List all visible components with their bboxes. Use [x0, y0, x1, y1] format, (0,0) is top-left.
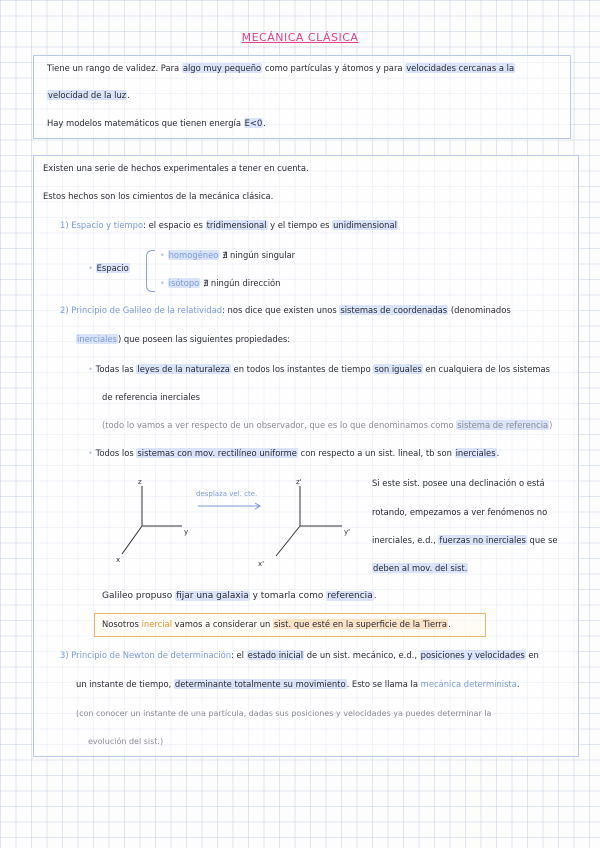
- side-note-2: rotando, empezamos a ver fenómenos no: [372, 507, 548, 517]
- text: que se: [526, 535, 558, 545]
- property-2: [88, 448, 499, 459]
- axis-label-x: x: [116, 556, 121, 564]
- section-title: Principio de Galileo de la relatividad: [71, 305, 223, 315]
- highlight: fuerzas no inerciales: [439, 535, 526, 545]
- highlight: Espacio: [96, 263, 129, 273]
- text: ) que poseen las siguientes propiedades:: [117, 334, 291, 344]
- text: ∄ ningún dirección: [202, 278, 281, 288]
- highlight: sistemas con mov. rectilíneo uniforme: [137, 448, 297, 458]
- highlight: sistema de referencia: [457, 420, 549, 430]
- highlight-blue: mecánica determinista: [420, 679, 517, 689]
- text: en cualquiera de los sistemas: [422, 364, 551, 374]
- highlight: posiciones y velocidades: [420, 650, 525, 660]
- text: de un sist. mecánico, e.d.,: [304, 650, 420, 660]
- text: .: [263, 118, 266, 128]
- axis-label-y-prime: y': [344, 528, 351, 536]
- displacement-arrow: [198, 503, 260, 509]
- section-number: 1): [60, 220, 69, 230]
- section-2: [60, 305, 511, 316]
- text: en: [525, 650, 539, 660]
- highlight: velocidades cercanas a la: [406, 63, 515, 73]
- side-note-4: [372, 563, 468, 574]
- arrow-label: desplaza vel. cte.: [196, 490, 258, 498]
- text: inerciales, e.d.,: [372, 535, 439, 545]
- side-note-3: [372, 535, 557, 546]
- section-title: Espacio y tiempo: [71, 220, 144, 230]
- section-3-note-2: evolución del sist.): [88, 737, 164, 746]
- galileo-line: [102, 591, 377, 602]
- text: .: [127, 90, 130, 100]
- bullet: •: [88, 448, 93, 458]
- text: ∄ ningún singular: [222, 250, 296, 260]
- text: Hay modelos matemáticos que tienen energía: [47, 118, 244, 128]
- highlight-orange: inercial: [141, 619, 173, 629]
- intro-line-3: [47, 118, 266, 129]
- section-3-cont: [76, 679, 520, 690]
- facts-line-1: Existen una serie de hechos experimentales a tener en cuenta.: [43, 163, 309, 173]
- section-3: [60, 650, 539, 661]
- text: Todas las: [95, 364, 137, 374]
- espacio-label: [88, 263, 130, 274]
- inercial-note: [102, 619, 451, 630]
- axis-label-y: y: [184, 528, 189, 536]
- frame-2: [276, 486, 342, 556]
- text: y el tiempo es: [267, 220, 333, 230]
- highlight: son iguales: [374, 364, 422, 374]
- highlight: unidimensional: [333, 220, 397, 230]
- highlight: inerciales: [455, 448, 496, 458]
- section-1: [60, 220, 398, 231]
- text: y tomarla como: [249, 591, 327, 601]
- axis-label-x-prime: x': [258, 560, 265, 568]
- text: (todo lo vamos a ver respecto de un observador, que es lo que denominamos como: [102, 420, 457, 430]
- property-1-note: [102, 420, 552, 431]
- section-3-note-1: (con conocer un instante de una partícula, dadas sus posiciones y velocidades ya puedes determinar la: [76, 709, 492, 718]
- bullet: •: [88, 263, 93, 273]
- section-2-cont: [76, 334, 290, 345]
- page-title: MECÁNICA CLÁSICA: [241, 31, 359, 44]
- property-1: [88, 364, 550, 375]
- highlight: algo muy pequeño: [182, 63, 262, 73]
- highlight: velocidad de la luz: [48, 90, 127, 100]
- highlight: isótopo: [168, 278, 200, 288]
- section-number: 2): [60, 305, 69, 315]
- highlight: fijar una galaxia: [176, 591, 249, 601]
- text: .: [373, 591, 377, 601]
- espacio-item-2: [160, 278, 280, 289]
- coordinate-systems-diagram: [110, 476, 370, 576]
- text: como partículas y átomos y para: [262, 63, 406, 73]
- text: Todos los: [95, 448, 137, 458]
- intro-line-2: [47, 90, 130, 101]
- side-note-1: Si este sist. posee una declinación o está: [372, 478, 545, 488]
- text: .: [496, 448, 500, 458]
- text: . Esto se llama la: [346, 679, 421, 689]
- brace: [146, 250, 155, 292]
- bullet: •: [160, 250, 165, 260]
- text: .: [516, 679, 520, 689]
- intro-line-1: [47, 63, 515, 74]
- text: : el espacio es: [143, 220, 206, 230]
- text: : nos dice que existen unos: [222, 305, 340, 315]
- section-number: 3): [60, 650, 69, 660]
- frame-1: [122, 486, 182, 554]
- axis-label-z-prime: z': [296, 478, 302, 486]
- highlight: estado inicial: [247, 650, 304, 660]
- highlight: leyes de la naturaleza: [137, 364, 230, 374]
- property-1-cont: de referencia inerciales: [102, 392, 201, 402]
- facts-line-2: Estos hechos son los cimientos de la mecánica clásica.: [43, 191, 274, 201]
- text: (denominados: [448, 305, 511, 315]
- text: con respecto a un sist. lineal, tb son: [297, 448, 455, 458]
- text: vamos a considerar un: [172, 619, 274, 629]
- text: en todos los instantes de tiempo: [230, 364, 374, 374]
- text: Nosotros: [102, 619, 142, 629]
- highlight: E<0: [244, 118, 263, 128]
- text: .: [448, 619, 451, 629]
- axis-label-z: z: [138, 478, 142, 486]
- espacio-item-1: [160, 250, 295, 261]
- text: ): [549, 420, 553, 430]
- highlight: tridimensional: [206, 220, 267, 230]
- section-title: Principio de Newton de determinación: [71, 650, 232, 660]
- text: : el: [231, 650, 247, 660]
- text: Galileo propuso: [102, 591, 176, 601]
- highlight: sistemas de coordenadas: [340, 305, 448, 315]
- text: un instante de tiempo,: [76, 679, 174, 689]
- highlight: sist. que esté en la superficie de la Tierra: [274, 619, 448, 629]
- highlight: inerciales: [77, 334, 117, 344]
- highlight: determinante totalmente su movimiento: [174, 679, 346, 689]
- bullet: •: [88, 364, 93, 374]
- text: Tiene un rango de validez. Para: [47, 63, 182, 73]
- highlight: deben al mov. del sist.: [373, 563, 468, 573]
- highlight: homogéneo: [168, 250, 219, 260]
- bullet: •: [160, 278, 165, 288]
- highlight: referencia: [327, 591, 373, 601]
